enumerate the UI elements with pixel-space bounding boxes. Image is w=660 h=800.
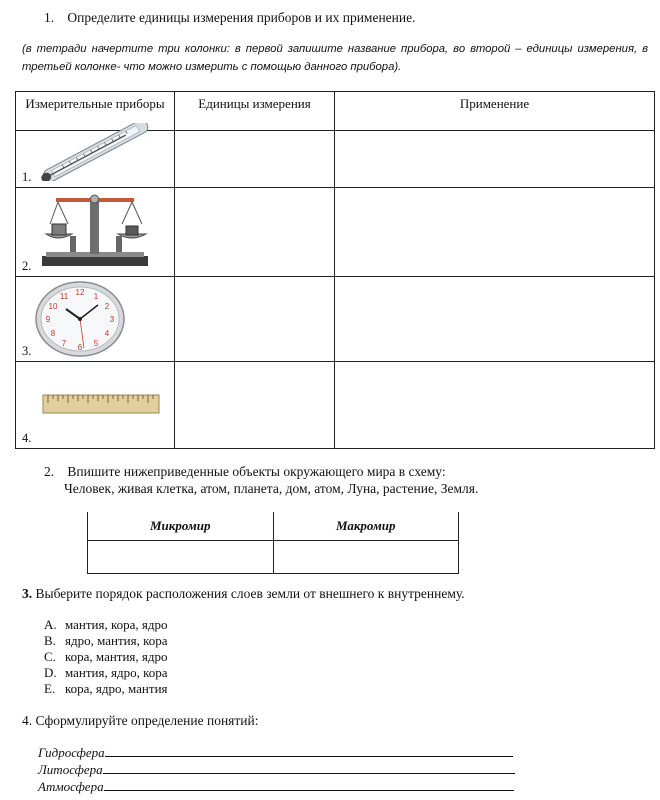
header-devices: Измерительные приборы [16,92,175,131]
question-1-note: (в тетради начертите три колонки: в первой запишите название прибора, во второй – единицы измерения, в третьей колонке- что можно измерить с помощью данного прибора). [22,43,648,73]
scheme-micro-label: Микромир [88,512,274,541]
svg-text:6: 6 [77,343,83,352]
svg-text:11: 11 [59,292,69,301]
term-hydrosphere: Гидросфера [38,745,105,760]
application-cell [335,362,655,449]
option-letter: C. [44,649,56,664]
scheme-micro-cell [88,541,274,574]
device-cell [16,188,175,277]
svg-text:2: 2 [104,302,110,311]
question-4-definitions [38,744,515,795]
device-cell [16,277,175,362]
question-2-number: 2. [44,464,55,479]
svg-text:3: 3 [109,315,115,324]
option-letter: A. [44,617,57,632]
application-cell [335,188,655,277]
row-number: 3. [22,344,32,358]
row-number: 4. [22,431,32,445]
thermometer-icon [30,123,160,181]
option-letter: B. [44,633,56,648]
question-2-title: Впишите нижеприведенные объекты окружающего мира в схему: [67,464,446,479]
definition-line [38,761,515,778]
application-cell [335,131,655,188]
option-letter: E. [44,681,56,696]
answer-line[interactable] [103,761,515,774]
table-row [16,131,655,188]
option-text: ядро, мантия, кора [65,633,168,648]
wall-clock-icon [34,280,126,358]
svg-text:10: 10 [48,302,58,311]
svg-text:12: 12 [75,288,85,297]
question-1 [44,10,416,26]
question-1-title: Определите единицы измерения приборов и их применение. [67,10,416,25]
device-cell [16,131,175,188]
term-atmosphere: Атмосфера [38,779,104,794]
svg-text:1: 1 [93,292,99,301]
units-cell [175,277,335,362]
scheme-macro-cell [273,541,459,574]
ruler-icon [42,392,160,416]
application-cell [335,277,655,362]
table-row [16,362,655,449]
term-lithosphere: Литосфера [38,762,103,777]
units-cell [175,131,335,188]
option-letter: D. [44,665,57,680]
option-text: мантия, кора, ядро [65,617,168,632]
svg-text:9: 9 [45,315,51,324]
row-number: 1. [22,170,32,184]
device-cell [16,362,175,449]
list-item [44,681,168,697]
option-text: кора, мантия, ядро [65,649,168,664]
svg-text:5: 5 [93,339,99,348]
header-application: Применение [335,92,655,131]
svg-text:4: 4 [104,329,110,338]
table-row [16,188,655,277]
question-3-title: Выберите порядок расположения слоев земли от внешнего к внутреннему. [35,586,465,601]
devices-table [15,91,655,449]
table-row [16,277,655,362]
question-3-options [44,617,168,697]
balance-scale-icon [40,190,152,268]
scheme-macro-label: Макромир [273,512,459,541]
question-1-number: 1. [44,10,55,25]
option-text: кора, ядро, мантия [65,681,168,696]
question-4-title: 4. Сформулируйте определение понятий: [22,713,259,728]
definition-line [38,778,515,795]
question-2-objects: Человек, живая клетка, атом, планета, дом, атом, Луна, растение, Земля. [64,481,479,496]
svg-text:7: 7 [61,339,67,348]
question-3-number: 3. [22,586,33,601]
option-text: мантия, ядро, кора [65,665,168,680]
header-units: Единицы измерения [175,92,335,131]
answer-line[interactable] [105,744,513,757]
question-2 [44,463,478,497]
micro-macro-scheme [87,512,459,574]
definition-line [38,744,515,761]
answer-line[interactable] [104,778,514,791]
row-number: 2. [22,259,32,273]
units-cell [175,188,335,277]
svg-text:8: 8 [50,329,56,338]
list-item [44,617,168,633]
question-3 [22,586,465,602]
list-item [44,649,168,665]
list-item [44,665,168,681]
units-cell [175,362,335,449]
list-item [44,633,168,649]
